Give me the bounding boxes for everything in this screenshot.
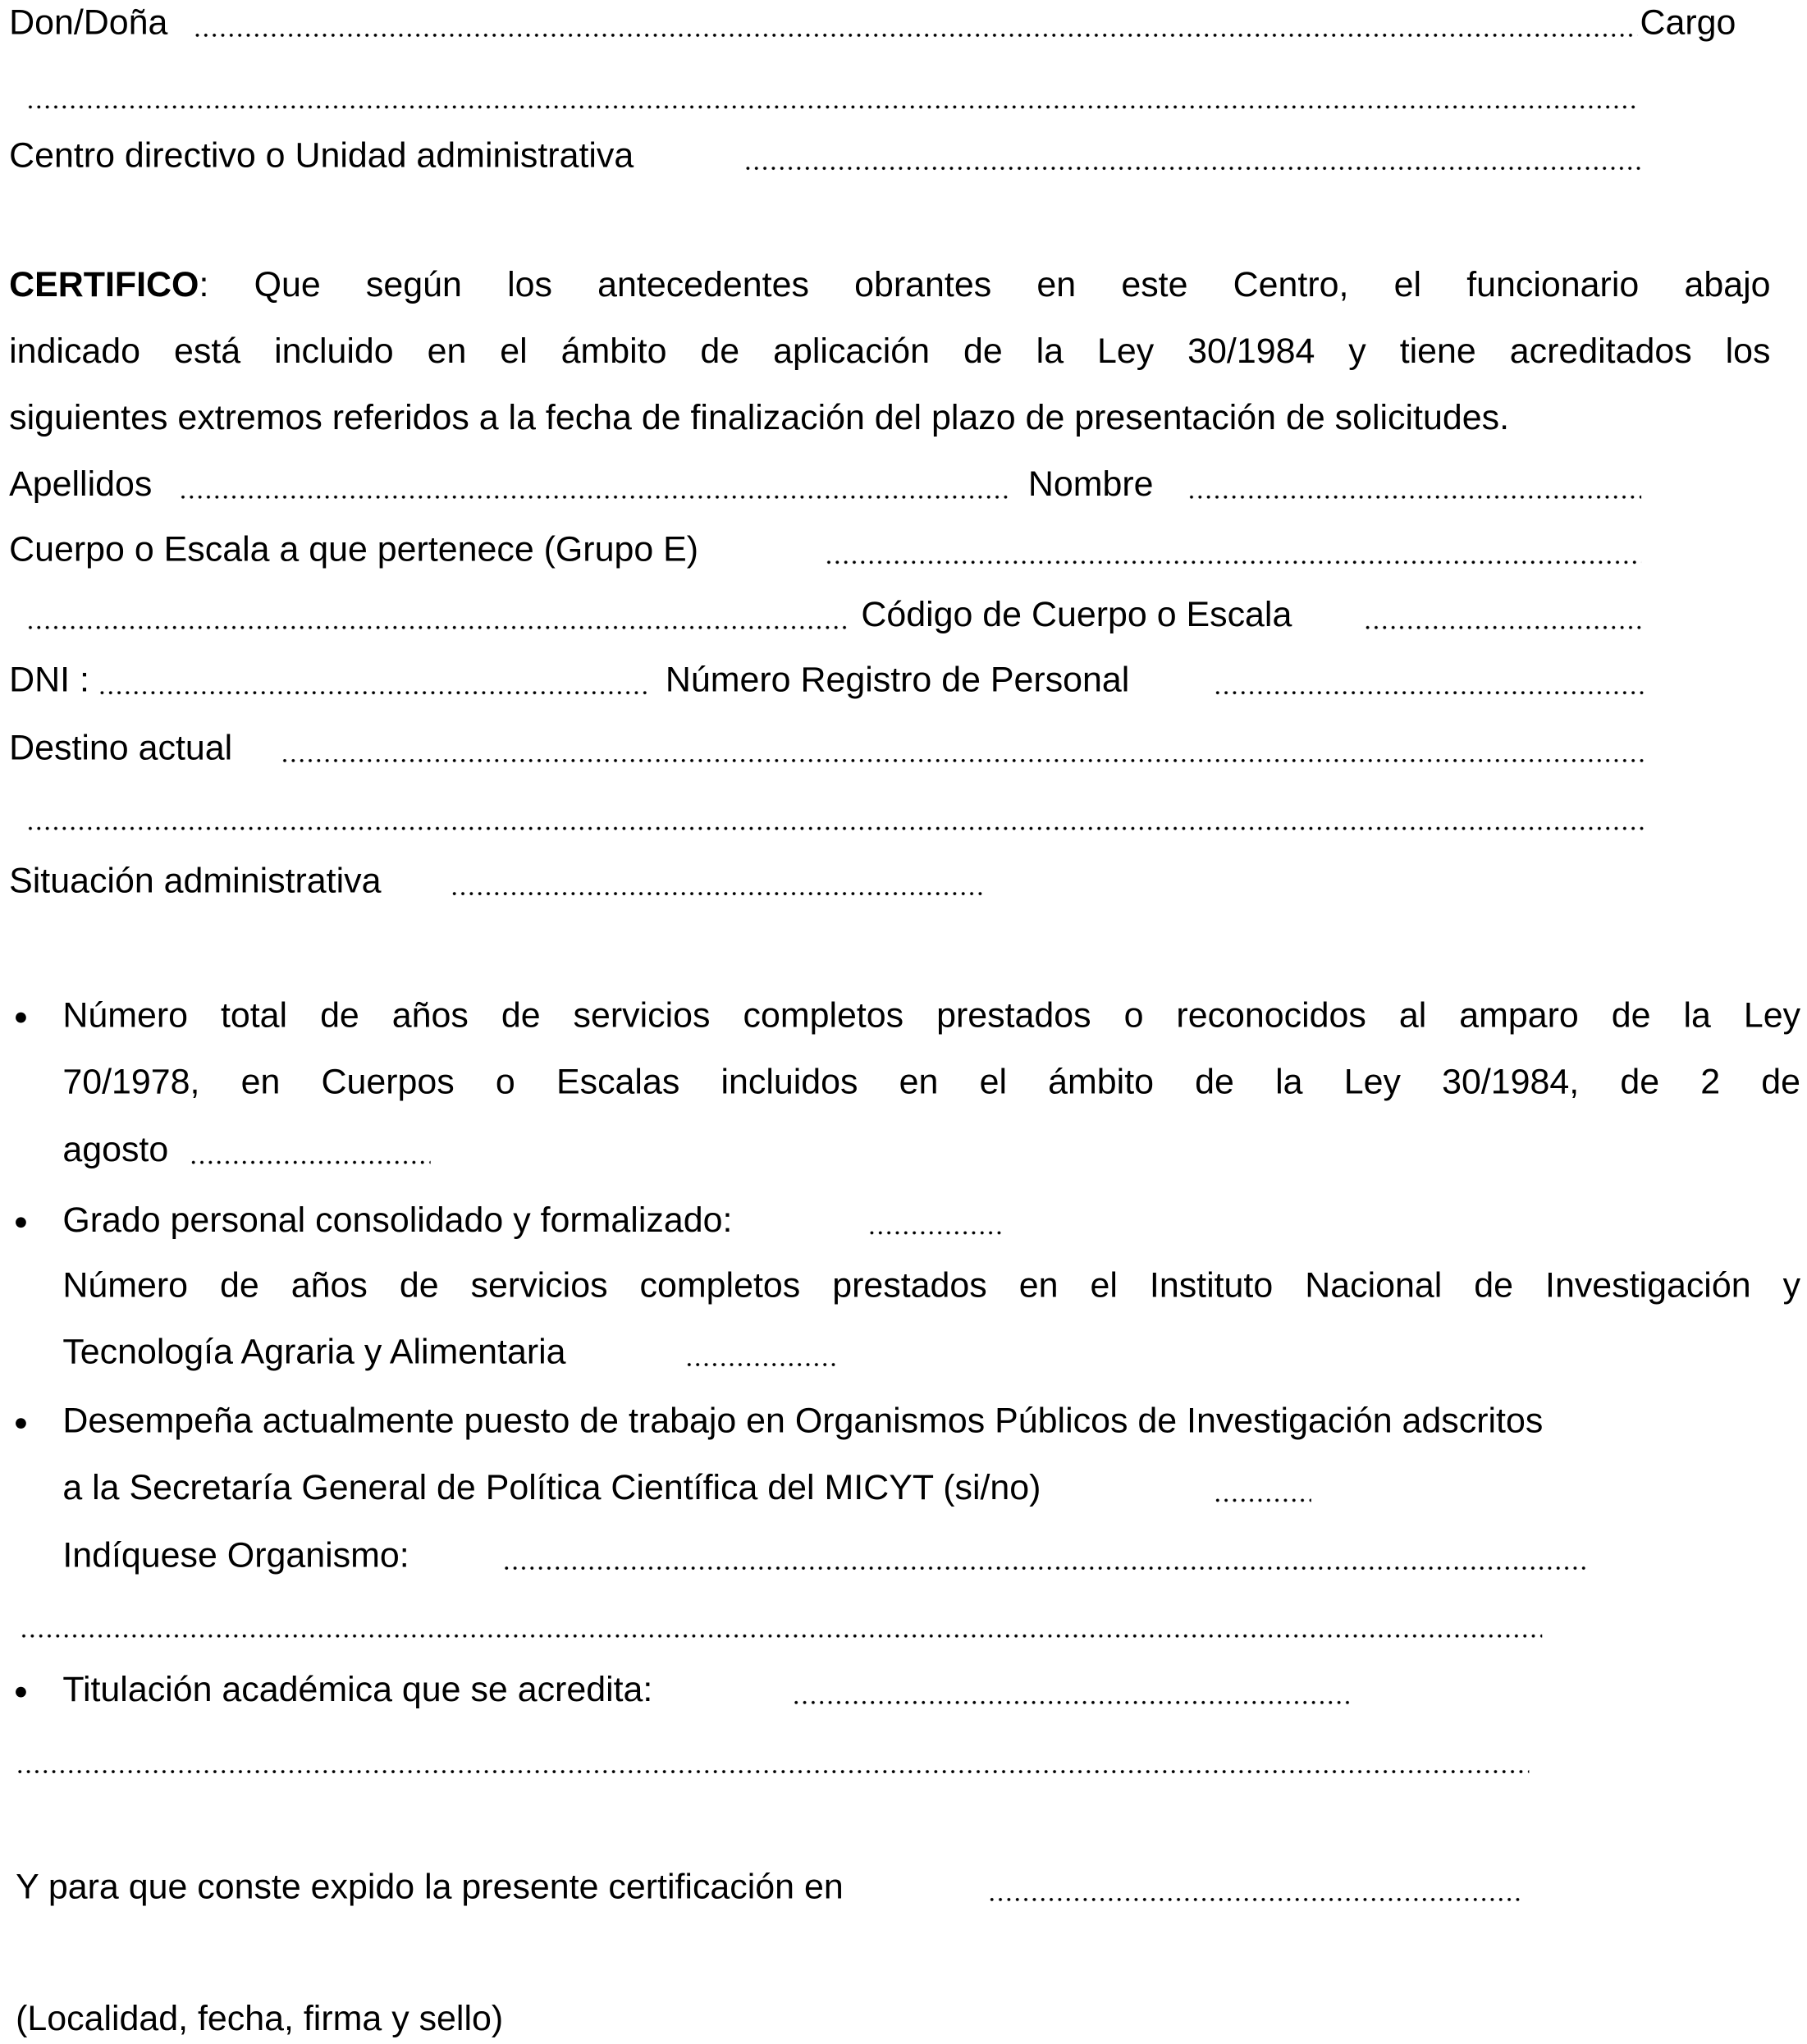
- anios-inia-field[interactable]: [685, 1325, 835, 1378]
- don-dona-label: Don/Doña: [9, 2, 168, 42]
- cargo-label: Cargo: [1640, 2, 1736, 42]
- situacion-field[interactable]: [451, 854, 986, 907]
- certifico-line-3: siguientes extremos referidos a la fecha de finalización del plazo de presentación de solicitudes.: [9, 397, 1510, 437]
- centro-field[interactable]: [743, 129, 1641, 181]
- b2-line-3: Tecnología Agraria y Alimentaria: [62, 1332, 566, 1371]
- expido-field[interactable]: [988, 1860, 1521, 1913]
- cargo-field[interactable]: [26, 68, 1639, 121]
- codigo-field[interactable]: [1363, 588, 1641, 641]
- nrp-label: Número Registro de Personal: [665, 660, 1130, 700]
- destino-field[interactable]: [281, 721, 1647, 774]
- destino-field-continued[interactable]: [26, 789, 1647, 842]
- bullet-icon: [16, 1013, 26, 1023]
- grado-field[interactable]: [867, 1194, 1004, 1246]
- organismo-field[interactable]: [502, 1529, 1589, 1581]
- dni-field[interactable]: [98, 654, 648, 706]
- cuerpo-field[interactable]: [825, 524, 1641, 576]
- b4-line-1: Titulación académica que se acredita:: [62, 1670, 653, 1709]
- expido-label: Y para que conste expido la presente certificación en: [16, 1867, 844, 1906]
- certifico-line-1: [9, 258, 1770, 311]
- nombre-field[interactable]: [1187, 458, 1641, 510]
- bullet-icon: [16, 1418, 26, 1429]
- codigo-label: Código de Cuerpo o Escala: [861, 594, 1292, 634]
- apellidos-label: Apellidos: [9, 464, 153, 504]
- b2-line-2: Número de años de servicios completos prestados en el Instituto Nacional de Investigación y: [62, 1265, 1801, 1305]
- certifico-label: CERTIFICO: [9, 264, 199, 304]
- organismo-field-continued[interactable]: [20, 1597, 1542, 1649]
- don-dona-field[interactable]: [193, 0, 1637, 48]
- certifico-text-1: : Que según los antecedentes obrantes en este Centro, el funcionario abajo: [199, 264, 1771, 304]
- b1-line-1: Número total de años de servicios completos prestados o reconocidos al amparo de la Ley: [62, 995, 1801, 1035]
- b3-line-1: Desempeña actualmente puesto de trabajo en Organismos Públicos de Investigación adscritos: [62, 1401, 1544, 1441]
- situacion-label: Situación administrativa: [9, 861, 382, 901]
- anios-servicio-field[interactable]: [190, 1123, 431, 1176]
- bullet-icon: [16, 1687, 26, 1698]
- titulacion-field[interactable]: [792, 1663, 1350, 1716]
- b2-line-1: Grado personal consolidado y formalizado:: [62, 1200, 733, 1240]
- b3-line-3: Indíquese Organismo:: [62, 1535, 409, 1575]
- titulacion-field-continued[interactable]: [16, 1732, 1529, 1785]
- certifico-line-2: indicado está incluido en el ámbito de aplicación de la Ley 30/1984 y tiene acreditados los: [9, 331, 1771, 371]
- nombre-label: Nombre: [1027, 464, 1154, 504]
- nrp-field[interactable]: [1214, 654, 1647, 706]
- si-no-field[interactable]: [1214, 1461, 1311, 1514]
- localidad-label: (Localidad, fecha, firma y sello): [16, 1998, 504, 2038]
- apellidos-field[interactable]: [179, 458, 1011, 510]
- cuerpo-label: Cuerpo o Escala a que pertenece (Grupo E): [9, 529, 699, 569]
- dni-label: DNI :: [9, 660, 89, 700]
- b1-line-3: agosto: [62, 1129, 169, 1169]
- cuerpo-field-continued[interactable]: [26, 588, 849, 641]
- centro-label: Centro directivo o Unidad administrativa: [9, 135, 634, 176]
- bullet-icon: [16, 1217, 26, 1228]
- b3-line-2: a la Secretaría General de Política Científica del MICYT (si/no): [62, 1467, 1041, 1507]
- destino-label: Destino actual: [9, 728, 233, 767]
- b1-line-2: 70/1978, en Cuerpos o Escalas incluidos en el ámbito de la Ley 30/1984, de 2 de: [62, 1062, 1801, 1101]
